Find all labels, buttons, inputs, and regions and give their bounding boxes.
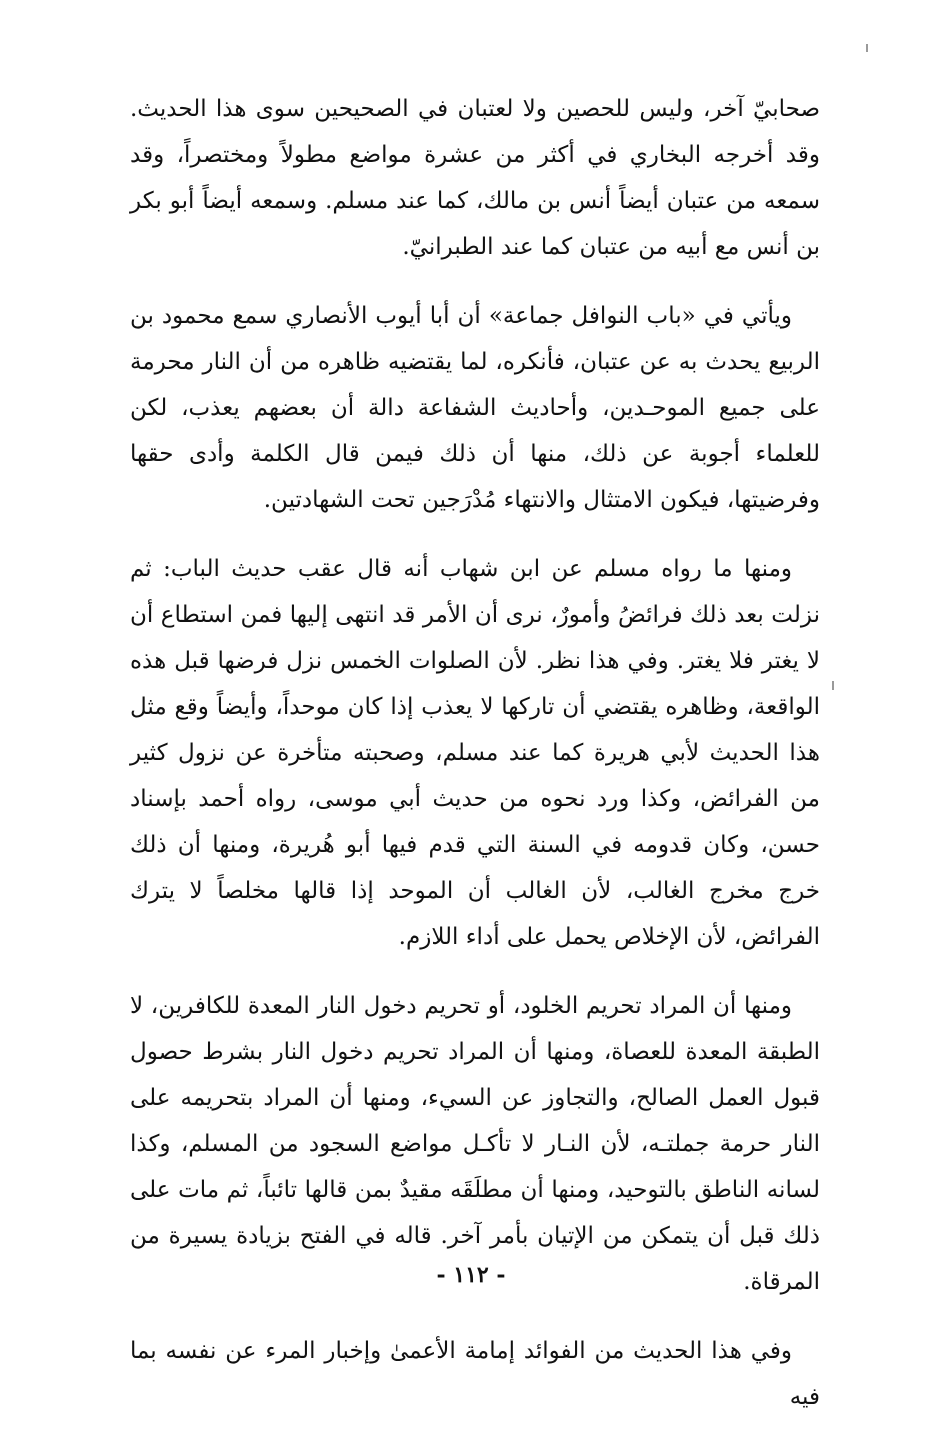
scan-mark-top <box>866 44 868 52</box>
page-number: - ١١٢ - <box>436 1262 506 1288</box>
paragraph-2: ويأتي في «باب النوافل جماعة» أن أبا أيوب الأنصاري سمع محمود بن الربيع يحدث به عن عتبان، فأنكره، لما يقتضيه ظاهره من أن النار محرمة على جميع الموحـدين، وأحاديث الشفاعة دالة أن بعضهم يعذب، لكن للعلماء أجوبة عن ذلك، منها أن ذلك فيمن قال الكلمة وأدى حقها وفرضيتها، فيكون الامتثال والانتهاء مُدْرَجين تحت الشهادتين. <box>130 303 820 513</box>
paragraph-1: صحابيّ آخر، وليس للحصين ولا لعتبان في الصحيحين سوى هذا الحديث. وقد أخرجه البخاري في أكثر من عشرة مواضع مطولاً ومختصراً، وقد سمعه من عتبان أيضاً أنس بن مالك، كما عند مسلم. وسمعه أيضاً أبو بكر بن أنس مع أبيه من عتبان كما عند الطبرانيّ. <box>130 96 820 260</box>
paragraph-3: ومنها ما رواه مسلم عن ابن شهاب أنه قال عقب حديث الباب: ثم نزلت بعد ذلك فرائضُ وأمورٌ، نرى أن الأمر قد انتهى إليها فمن استطاع أن لا يغتر فلا يغتر. وفي هذا نظر. لأن الصلوات الخمس نزل فرضها قبل هذه الواقعة، وظاهره يقتضي أن تاركها لا يعذب إذا كان موحداً، وأيضاً وقع مثل هذا الحديث لأبي هريرة كما عند مسلم، وصحبته متأخرة عن نزول كثير من الفرائض، وكذا ورد نحوه من حديث أبي موسى، رواه أحمد بإسناد حسن، وكان قدومه في السنة التي قدم فيها أبو هُريرة، ومنها أن ذلك خرج مخرج الغالب، لأن الغالب أن الموحد إذا قالها مخلصاً لا يترك الفرائض، لأن الإخلاص يحمل على أداء اللازم. <box>130 556 820 950</box>
main-text <box>130 86 820 1443</box>
paragraph-5: وفي هذا الحديث من الفوائد إمامة الأعمىٰ وإخبار المرء عن نفسه بما فيه <box>130 1338 820 1410</box>
scan-mark-middle <box>832 681 834 690</box>
paragraph-4: ومنها أن المراد تحريم الخلود، أو تحريم دخول النار المعدة للكافرين، لا الطبقة المعدة للعصاة، ومنها أن المراد تحريم دخول النار بشرط حصول قبول العمل الصالح، والتجاوز عن السيء، ومنها أن المراد بتحريمه على النار حرمة جملتـه، لأن النـار لا تأكـل مواضع السجود من المسلم، وكذا لسانه الناطق بالتوحيد، ومنها أن مطلَقَه مقيدٌ بمن قالها تائباً، ثم مات على ذلك قبل أن يتمكن من الإتيان بأمر آخر. قاله في الفتح بزيادة يسيرة من المرقاة. <box>130 993 820 1295</box>
